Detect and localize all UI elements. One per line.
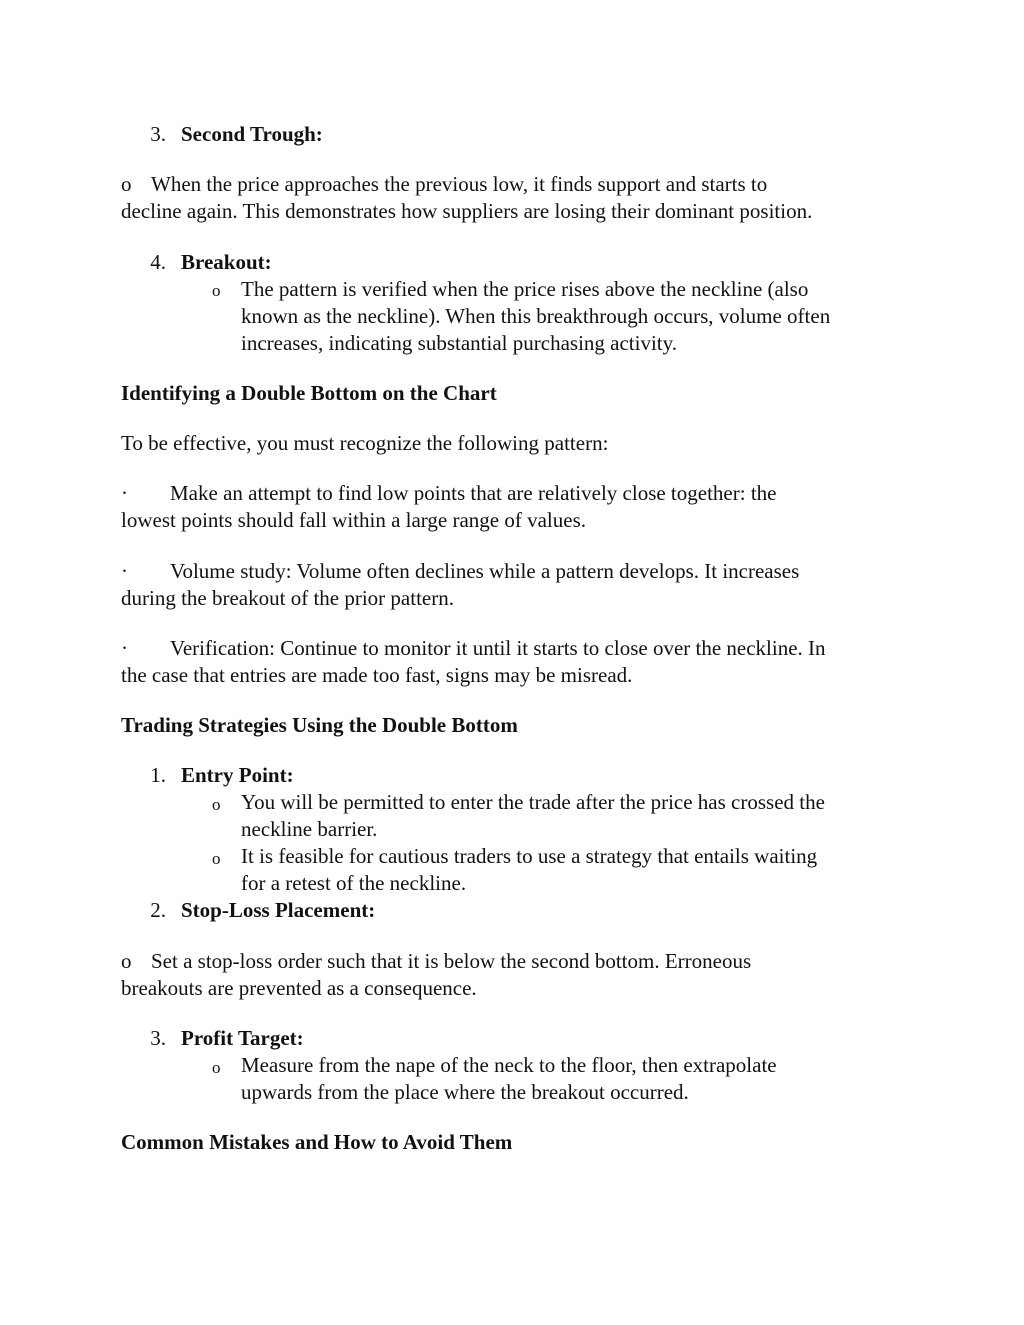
bullet-marker: · bbox=[121, 559, 128, 583]
list-item-heading: Breakout: bbox=[181, 250, 272, 274]
bullet-marker: o bbox=[121, 949, 132, 973]
paragraph-line: Set a stop-loss order such that it is below the second bottom. Erroneous bbox=[151, 949, 752, 973]
bullet-marker: o bbox=[212, 281, 221, 300]
list-number: 2. bbox=[150, 898, 166, 922]
bullet-marker: o bbox=[121, 172, 132, 196]
paragraph-line: decline again. This demonstrates how suppliers are losing their dominant position. bbox=[121, 199, 813, 223]
list-number: 3. bbox=[150, 122, 166, 146]
paragraph-line: To be effective, you must recognize the following pattern: bbox=[121, 431, 609, 455]
paragraph-line: You will be permitted to enter the trade after the price has crossed the bbox=[241, 790, 825, 814]
paragraph-line: lowest points should fall within a large range of values. bbox=[121, 508, 587, 532]
paragraph-line: upwards from the place where the breakout occurred. bbox=[241, 1080, 689, 1104]
section-heading: Common Mistakes and How to Avoid Them bbox=[121, 1130, 513, 1154]
paragraph-line: Measure from the nape of the neck to the floor, then extrapolate bbox=[241, 1053, 777, 1077]
paragraph-line: It is feasible for cautious traders to use a strategy that entails waiting bbox=[241, 844, 818, 868]
bullet-marker: o bbox=[212, 1058, 221, 1077]
paragraph-line: during the breakout of the prior pattern. bbox=[121, 586, 454, 610]
paragraph-line: known as the neckline). When this breakthrough occurs, volume often bbox=[241, 304, 831, 328]
list-number: 1. bbox=[150, 763, 166, 787]
paragraph-line: When the price approaches the previous low, it finds support and starts to bbox=[151, 172, 768, 196]
section-heading: Trading Strategies Using the Double Bottom bbox=[121, 713, 518, 737]
paragraph-line: for a retest of the neckline. bbox=[241, 871, 467, 895]
paragraph-line: The pattern is verified when the price rises above the neckline (also bbox=[241, 277, 809, 301]
list-number: 3. bbox=[150, 1026, 166, 1050]
section-heading: Identifying a Double Bottom on the Chart bbox=[121, 381, 497, 405]
paragraph-line: Volume study: Volume often declines while a pattern develops. It increases bbox=[170, 559, 800, 583]
bullet-marker: o bbox=[212, 849, 221, 868]
list-item-heading: Second Trough: bbox=[181, 122, 323, 146]
paragraph-line: Verification: Continue to monitor it until it starts to close over the neckline. In bbox=[170, 636, 826, 660]
paragraph-line: increases, indicating substantial purchasing activity. bbox=[241, 331, 678, 355]
list-item-heading: Entry Point: bbox=[181, 763, 294, 787]
paragraph-line: the case that entries are made too fast, signs may be misread. bbox=[121, 663, 633, 687]
bullet-marker: o bbox=[212, 795, 221, 814]
paragraph-line: breakouts are prevented as a consequence. bbox=[121, 976, 477, 1000]
paragraph-line: neckline barrier. bbox=[241, 817, 378, 841]
paragraph-line: Make an attempt to find low points that are relatively close together: the bbox=[170, 481, 777, 505]
list-number: 4. bbox=[150, 250, 166, 274]
list-item-heading: Profit Target: bbox=[181, 1026, 304, 1050]
list-item-heading: Stop-Loss Placement: bbox=[181, 898, 376, 922]
bullet-marker: · bbox=[121, 481, 128, 505]
bullet-marker: · bbox=[121, 636, 128, 660]
